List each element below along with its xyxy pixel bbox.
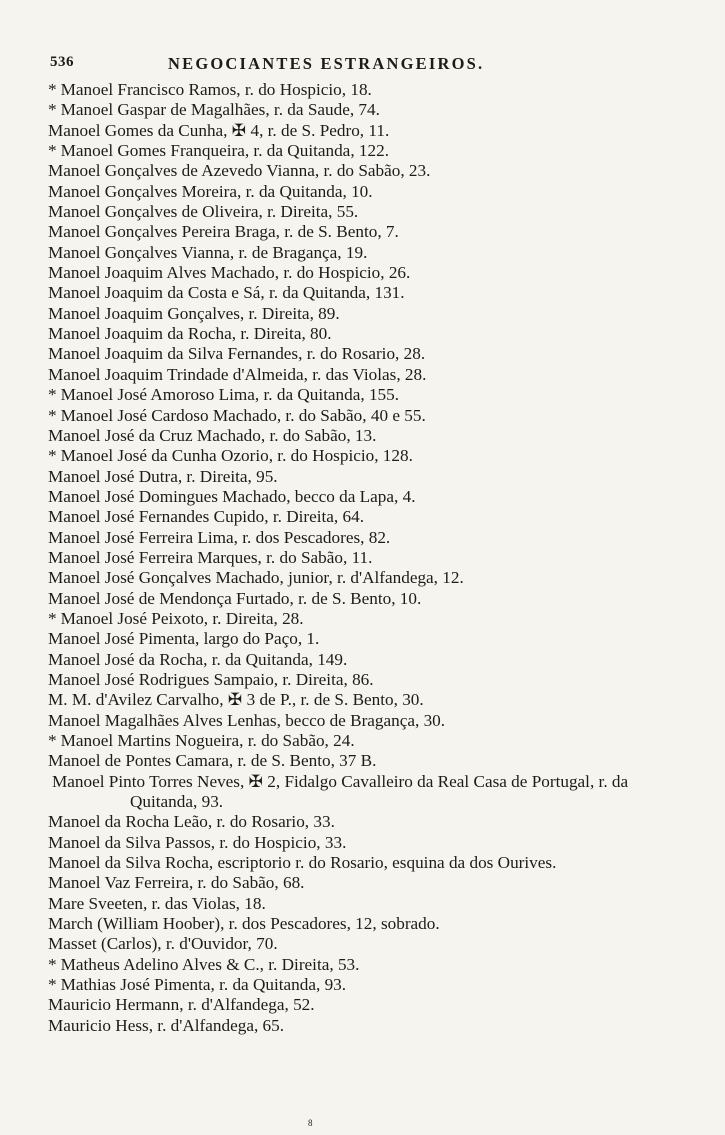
entry-text: Mathias José Pimenta, r. da Quitanda, 93. xyxy=(60,975,347,995)
entry-text: Manoel José Rodrigues Sampaio, r. Direita, 86. xyxy=(48,669,374,689)
entry-text: Manoel Joaquim da Silva Fernandes, r. do Rosario, 28. xyxy=(48,344,426,364)
entry-text: Manoel José Gonçalves Machado, junior, r. d'Alfandega, 12. xyxy=(48,568,464,588)
asterisk-marker: * xyxy=(48,954,57,974)
directory-entry xyxy=(48,568,648,588)
entry-text: Manoel Gomes da Cunha, ✠ 4, r. de S. Pedro, 11. xyxy=(48,120,390,140)
directory-entry xyxy=(48,263,648,283)
running-head-title: NEGOCIANTES ESTRANGEIROS. xyxy=(168,54,485,73)
directory-entry xyxy=(48,243,648,263)
entry-text: Manoel José de Mendonça Furtado, r. de S. Bento, 10. xyxy=(48,588,422,608)
directory-entry xyxy=(48,487,648,507)
entry-text: Masset (Carlos), r. d'Ouvidor, 70. xyxy=(48,934,278,954)
directory-entry xyxy=(48,853,648,873)
directory-entry xyxy=(48,995,648,1015)
directory-entry xyxy=(48,914,648,934)
directory-entry xyxy=(48,955,648,975)
entry-text: Manoel Joaquim da Rocha, r. Direita, 80. xyxy=(48,324,332,344)
entry-text: Manoel Pinto Torres Neves, ✠ 2, Fidalgo Cavalleiro da Real Casa de Portugal, r. da Quitanda, 93. xyxy=(52,771,629,812)
entry-text: Manoel José Fernandes Cupido, r. Direita, 64. xyxy=(48,507,365,527)
directory-entry xyxy=(48,731,648,751)
directory-entry xyxy=(48,141,648,161)
entry-text: Mare Sveeten, r. das Violas, 18. xyxy=(48,893,266,913)
entry-text: M. M. d'Avilez Carvalho, ✠ 3 de P., r. de S. Bento, 30. xyxy=(48,690,424,710)
directory-entry xyxy=(48,1016,648,1036)
entry-text: Mauricio Hermann, r. d'Alfandega, 52. xyxy=(48,995,315,1015)
asterisk-marker: * xyxy=(48,80,57,99)
directory-entry xyxy=(48,629,648,649)
entry-text: Manoel da Silva Passos, r. do Hospicio, 33. xyxy=(48,832,347,852)
entry-text: Manoel José Domingues Machado, becco da Lapa, 4. xyxy=(48,486,416,506)
directory-entry xyxy=(48,751,648,771)
directory-entry xyxy=(48,812,648,832)
asterisk-marker: * xyxy=(48,975,57,995)
entry-text: Manoel José da Cruz Machado, r. do Sabão, 13. xyxy=(48,425,377,445)
entry-text: Manoel Gomes Franqueira, r. da Quitanda, 122. xyxy=(60,141,389,161)
entry-text: Manoel José Ferreira Marques, r. do Sabão, 11. xyxy=(48,547,373,567)
directory-entry xyxy=(48,446,648,466)
entry-text: Manoel Martins Nogueira, r. do Sabão, 24. xyxy=(60,731,355,750)
entry-text: Manoel Gonçalves Moreira, r. da Quitanda, 10. xyxy=(48,181,373,201)
entry-text: Manoel Gaspar de Magalhães, r. da Saude, 74. xyxy=(60,100,380,120)
asterisk-marker: * xyxy=(48,100,57,120)
directory-entry xyxy=(48,324,648,344)
asterisk-marker: * xyxy=(48,731,57,750)
entry-text: Manoel Gonçalves Vianna, r. de Bragança, 19. xyxy=(48,242,368,262)
directory-entry xyxy=(48,426,648,446)
directory-entry xyxy=(48,121,648,141)
directory-entry xyxy=(48,507,648,527)
asterisk-marker: * xyxy=(48,405,57,425)
directory-entry xyxy=(48,894,648,914)
entry-text: Manoel José Dutra, r. Direita, 95. xyxy=(48,466,278,486)
directory-entry xyxy=(48,934,648,954)
directory-entry xyxy=(48,283,648,303)
asterisk-marker: * xyxy=(48,446,57,466)
directory-entry xyxy=(48,161,648,181)
directory-entry xyxy=(48,365,648,385)
directory-entry xyxy=(48,772,648,813)
directory-entry xyxy=(48,304,648,324)
entry-text: Mauricio Hess, r. d'Alfandega, 65. xyxy=(48,1015,285,1035)
directory-entry xyxy=(48,182,648,202)
page-number: 536 xyxy=(50,54,74,70)
directory-entry xyxy=(48,711,648,731)
entry-text: Manoel Gonçalves de Oliveira, r. Direita, 55. xyxy=(48,202,359,222)
directory-entry xyxy=(48,690,648,710)
entry-text: Manoel José Peixoto, r. Direita, 28. xyxy=(60,608,304,628)
entry-text: Manoel José Amoroso Lima, r. da Quitanda, 155. xyxy=(60,385,400,405)
entry-text: Manoel Vaz Ferreira, r. do Sabão, 68. xyxy=(48,873,305,893)
entry-text: Manoel Joaquim Trindade d'Almeida, r. das Violas, 28. xyxy=(48,364,427,384)
entry-text: Matheus Adelino Alves & C., r. Direita, 53. xyxy=(60,954,360,974)
directory-entry xyxy=(48,589,648,609)
entry-text: Manoel Joaquim da Costa e Sá, r. da Quitanda, 131. xyxy=(48,283,405,303)
entry-text: Manoel Magalhães Alves Lenhas, becco de Bragança, 30. xyxy=(48,710,446,730)
directory-entry xyxy=(48,548,648,568)
directory-entry xyxy=(48,975,648,995)
entry-text: Manoel José da Cunha Ozorio, r. do Hospicio, 128. xyxy=(60,446,413,466)
asterisk-marker: * xyxy=(48,608,57,628)
asterisk-marker: * xyxy=(48,141,57,161)
directory-entry xyxy=(48,609,648,629)
directory-entry xyxy=(48,80,648,100)
entry-text: Manoel de Pontes Camara, r. de S. Bento, 37 B. xyxy=(48,751,377,771)
directory-entry xyxy=(48,385,648,405)
entry-text: Manoel Gonçalves de Azevedo Vianna, r. do Sabão, 23. xyxy=(48,161,431,181)
entry-text: Manoel da Silva Rocha, escriptorio r. do Rosario, esquina da dos Ourives. xyxy=(48,853,557,873)
asterisk-marker: * xyxy=(48,385,57,405)
entry-text: Manoel José Cardoso Machado, r. do Sabão, 40 e 55. xyxy=(60,405,426,425)
directory-entry xyxy=(48,406,648,426)
directory-entry xyxy=(48,344,648,364)
entry-text: Manoel Joaquim Gonçalves, r. Direita, 89. xyxy=(48,303,340,323)
directory-entry xyxy=(48,650,648,670)
directory-entry xyxy=(48,100,648,120)
entry-text: Manoel da Rocha Leão, r. do Rosario, 33. xyxy=(48,812,335,832)
entry-text: Manoel Gonçalves Pereira Braga, r. de S. Bento, 7. xyxy=(48,222,399,242)
entry-text: Manoel José Ferreira Lima, r. dos Pescadores, 82. xyxy=(48,527,391,547)
directory-entry xyxy=(48,222,648,242)
entry-text: Manoel Joaquim Alves Machado, r. do Hospicio, 26. xyxy=(48,263,411,283)
directory-entry xyxy=(48,528,648,548)
directory-entry xyxy=(48,873,648,893)
entry-text: Manoel José Pimenta, largo do Paço, 1. xyxy=(48,629,320,649)
signature-mark: 8 xyxy=(308,1118,313,1128)
entry-text: Manoel José da Rocha, r. da Quitanda, 149. xyxy=(48,649,348,669)
directory-entry xyxy=(48,467,648,487)
directory-entry xyxy=(48,670,648,690)
directory-entry-list xyxy=(48,80,648,1036)
entry-text: March (William Hoober), r. dos Pescadores, 12, sobrado. xyxy=(48,914,440,934)
directory-entry xyxy=(48,202,648,222)
directory-entry xyxy=(48,833,648,853)
entry-text: Manoel Francisco Ramos, r. do Hospicio, 18. xyxy=(60,80,372,99)
